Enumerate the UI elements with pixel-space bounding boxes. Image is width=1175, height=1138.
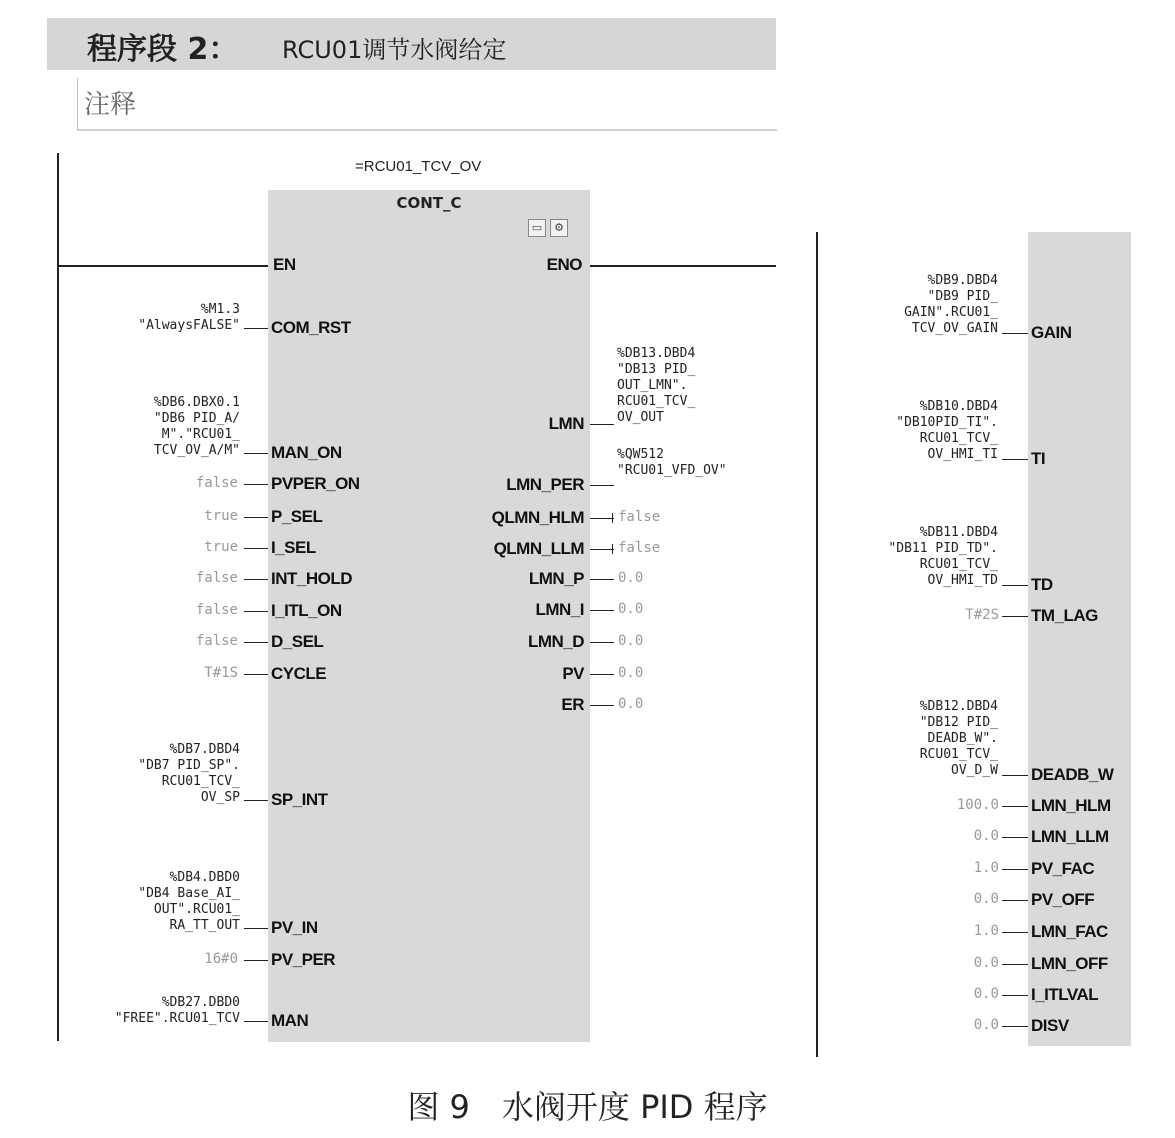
value-i-itl-on[interactable]: false xyxy=(195,602,238,618)
pin-lmn-fac[interactable]: LMN_FAC xyxy=(1031,922,1108,941)
pin-man[interactable]: MAN xyxy=(271,1011,309,1030)
pin-lmn-per[interactable]: LMN_PER xyxy=(506,475,584,494)
value-qlmn-llm[interactable]: false xyxy=(618,540,661,556)
value-lmn-d[interactable]: 0.0 xyxy=(618,633,644,649)
value-er[interactable]: 0.0 xyxy=(618,696,644,712)
operand-lmn[interactable]: %DB13.DBD4 "DB13 PID_ OUT_LMN". RCU01_TCV_ OV_OUT xyxy=(617,346,696,425)
value-int-hold[interactable]: false xyxy=(195,570,238,586)
pin-man-on[interactable]: MAN_ON xyxy=(271,443,342,462)
negation-mark xyxy=(612,513,613,523)
operand-man[interactable]: %DB27.DBD0 "FREE".RCU01_TCV xyxy=(114,995,240,1026)
segment-name: RCU01调节水阀给定 xyxy=(282,36,507,64)
wire-p-sel xyxy=(244,517,268,518)
wire-i-itlval xyxy=(1002,995,1028,996)
value-pv-off[interactable]: 0.0 xyxy=(973,891,999,907)
value-d-sel[interactable]: false xyxy=(195,633,238,649)
pin-pvper-on[interactable]: PVPER_ON xyxy=(271,474,360,493)
pin-pv-fac[interactable]: PV_FAC xyxy=(1031,859,1095,878)
pin-lmn-hlm[interactable]: LMN_HLM xyxy=(1031,796,1111,815)
pin-deadb-w[interactable]: DEADB_W xyxy=(1031,765,1114,784)
pin-gain[interactable]: GAIN xyxy=(1031,323,1072,342)
wire-lmn-p xyxy=(590,579,614,580)
pin-p-sel[interactable]: P_SEL xyxy=(271,507,323,526)
pin-i-itlval[interactable]: I_ITLVAL xyxy=(1031,985,1099,1004)
value-lmn-i[interactable]: 0.0 xyxy=(618,601,644,617)
value-tm-lag[interactable]: T#2S xyxy=(965,607,999,623)
pin-d-sel[interactable]: D_SEL xyxy=(271,632,324,651)
en-wire xyxy=(57,265,268,267)
value-pv[interactable]: 0.0 xyxy=(618,665,644,681)
pin-en: EN xyxy=(273,255,296,274)
wire-gain xyxy=(1002,333,1028,334)
wire-pv-fac xyxy=(1002,869,1028,870)
pin-er[interactable]: ER xyxy=(561,695,584,714)
operand-deadb-w[interactable]: %DB12.DBD4 "DB12 PID_ DEADB_W". RCU01_TCV_ OV_D_W xyxy=(919,699,998,778)
pin-lmn-d[interactable]: LMN_D xyxy=(527,632,584,651)
wire-pv xyxy=(590,674,614,675)
pin-lmn[interactable]: LMN xyxy=(548,414,584,433)
operand-lmn-per[interactable]: %QW512 "RCU01_VFD_OV" xyxy=(617,447,727,478)
wire-lmn-llm xyxy=(1002,837,1028,838)
wire-i-sel xyxy=(244,548,268,549)
wire-man-on xyxy=(244,453,268,454)
pin-com-rst[interactable]: COM_RST xyxy=(271,318,351,337)
value-lmn-llm[interactable]: 0.0 xyxy=(973,828,999,844)
monitor-icon[interactable]: ▭ xyxy=(528,219,546,237)
wire-com-rst xyxy=(244,328,268,329)
operand-td[interactable]: %DB11.DBD4 "DB11 PID_TD". RCU01_TCV_ OV_HMI_TD xyxy=(888,525,998,588)
pin-lmn-p[interactable]: LMN_P xyxy=(528,569,584,588)
operand-sp-int[interactable]: %DB7.DBD4 "DB7 PID_SP". RCU01_TCV_ OV_SP xyxy=(138,742,240,805)
pin-tm-lag[interactable]: TM_LAG xyxy=(1031,606,1098,625)
wire-lmn-per xyxy=(590,485,614,486)
value-pv-fac[interactable]: 1.0 xyxy=(973,860,999,876)
wire-int-hold xyxy=(244,579,268,580)
negation-mark xyxy=(612,544,613,554)
pin-qlmn-llm[interactable]: QLMN_LLM xyxy=(493,539,584,558)
value-i-sel[interactable]: true xyxy=(204,539,238,555)
wire-qlmn-llm xyxy=(590,549,614,550)
comment-field[interactable] xyxy=(77,78,777,131)
value-i-itlval[interactable]: 0.0 xyxy=(973,986,999,1002)
segment-header[interactable] xyxy=(47,18,776,70)
block-type: CONT_C xyxy=(396,194,462,212)
settings-icon[interactable]: ⚙ xyxy=(550,219,568,237)
value-lmn-fac[interactable]: 1.0 xyxy=(973,923,999,939)
wire-deadb-w xyxy=(1002,775,1028,776)
pin-eno: ENO xyxy=(546,255,582,274)
pin-lmn-off[interactable]: LMN_OFF xyxy=(1031,954,1108,973)
value-lmn-hlm[interactable]: 100.0 xyxy=(956,797,999,813)
figure-caption: 图 9 水阀开度 PID 程序 xyxy=(407,1088,768,1126)
value-qlmn-hlm[interactable]: false xyxy=(618,509,661,525)
value-lmn-p[interactable]: 0.0 xyxy=(618,570,644,586)
value-pv-per[interactable]: 16#0 xyxy=(204,951,238,967)
left-power-rail xyxy=(57,153,59,1041)
wire-i-itl-on xyxy=(244,611,268,612)
wire-lmn xyxy=(590,424,614,425)
value-pvper-on[interactable]: false xyxy=(195,475,238,491)
pin-sp-int[interactable]: SP_INT xyxy=(271,790,328,809)
wire-td xyxy=(1002,585,1028,586)
pin-pv-off[interactable]: PV_OFF xyxy=(1031,890,1095,909)
wire-man xyxy=(244,1021,268,1022)
pin-pv[interactable]: PV xyxy=(562,664,584,683)
pin-lmn-i[interactable]: LMN_I xyxy=(535,600,584,619)
operand-ti[interactable]: %DB10.DBD4 "DB10PID_TI". RCU01_TCV_ OV_HMI_TI xyxy=(896,399,998,462)
pin-lmn-llm[interactable]: LMN_LLM xyxy=(1031,827,1109,846)
wire-lmn-fac xyxy=(1002,932,1028,933)
wire-lmn-i xyxy=(590,610,614,611)
instance-db-name[interactable]: =RCU01_TCV_OV xyxy=(355,158,482,175)
wire-lmn-hlm xyxy=(1002,806,1028,807)
operand-pv-in[interactable]: %DB4.DBD0 "DB4 Base_AI_ OUT".RCU01_ RA_TT_OUT xyxy=(138,870,240,933)
wire-cycle xyxy=(244,674,268,675)
pin-qlmn-hlm[interactable]: QLMN_HLM xyxy=(491,508,584,527)
wire-lmn-d xyxy=(590,642,614,643)
segment-title: 程序段 2： xyxy=(87,32,239,67)
pin-disv[interactable]: DISV xyxy=(1031,1016,1069,1035)
wire-pv-in xyxy=(244,928,268,929)
eno-wire xyxy=(590,265,776,267)
wire-ti xyxy=(1002,459,1028,460)
wire-er xyxy=(590,705,614,706)
pin-cycle[interactable]: CYCLE xyxy=(271,664,327,683)
wire-pv-per xyxy=(244,960,268,961)
pin-td[interactable]: TD xyxy=(1031,575,1053,594)
comment-label: 注释 xyxy=(84,90,137,120)
right-continuation-rail xyxy=(816,232,818,1057)
wire-sp-int xyxy=(244,800,268,801)
pin-i-sel[interactable]: I_SEL xyxy=(271,538,316,557)
value-disv[interactable]: 0.0 xyxy=(973,1017,999,1033)
wire-disv xyxy=(1002,1026,1028,1027)
value-lmn-off[interactable]: 0.0 xyxy=(973,955,999,971)
operand-com-rst[interactable]: %M1.3 "AlwaysFALSE" xyxy=(138,302,240,333)
wire-qlmn-hlm xyxy=(590,518,614,519)
pin-ti[interactable]: TI xyxy=(1031,449,1046,468)
pin-i-itl-on[interactable]: I_ITL_ON xyxy=(271,601,342,620)
operand-gain[interactable]: %DB9.DBD4 "DB9 PID_ GAIN".RCU01_ TCV_OV_GAIN xyxy=(904,273,998,336)
value-p-sel[interactable]: true xyxy=(204,508,238,524)
value-cycle[interactable]: T#1S xyxy=(204,665,238,681)
wire-d-sel xyxy=(244,642,268,643)
wire-lmn-off xyxy=(1002,964,1028,965)
operand-man-on[interactable]: %DB6.DBX0.1 "DB6 PID_A/ M"."RCU01_ TCV_OV_A/M" xyxy=(153,395,240,458)
wire-pv-off xyxy=(1002,900,1028,901)
pin-int-hold[interactable]: INT_HOLD xyxy=(271,569,352,588)
wire-pvper-on xyxy=(244,484,268,485)
pin-pv-per[interactable]: PV_PER xyxy=(271,950,336,969)
wire-tm-lag xyxy=(1002,616,1028,617)
pin-pv-in[interactable]: PV_IN xyxy=(271,918,318,937)
